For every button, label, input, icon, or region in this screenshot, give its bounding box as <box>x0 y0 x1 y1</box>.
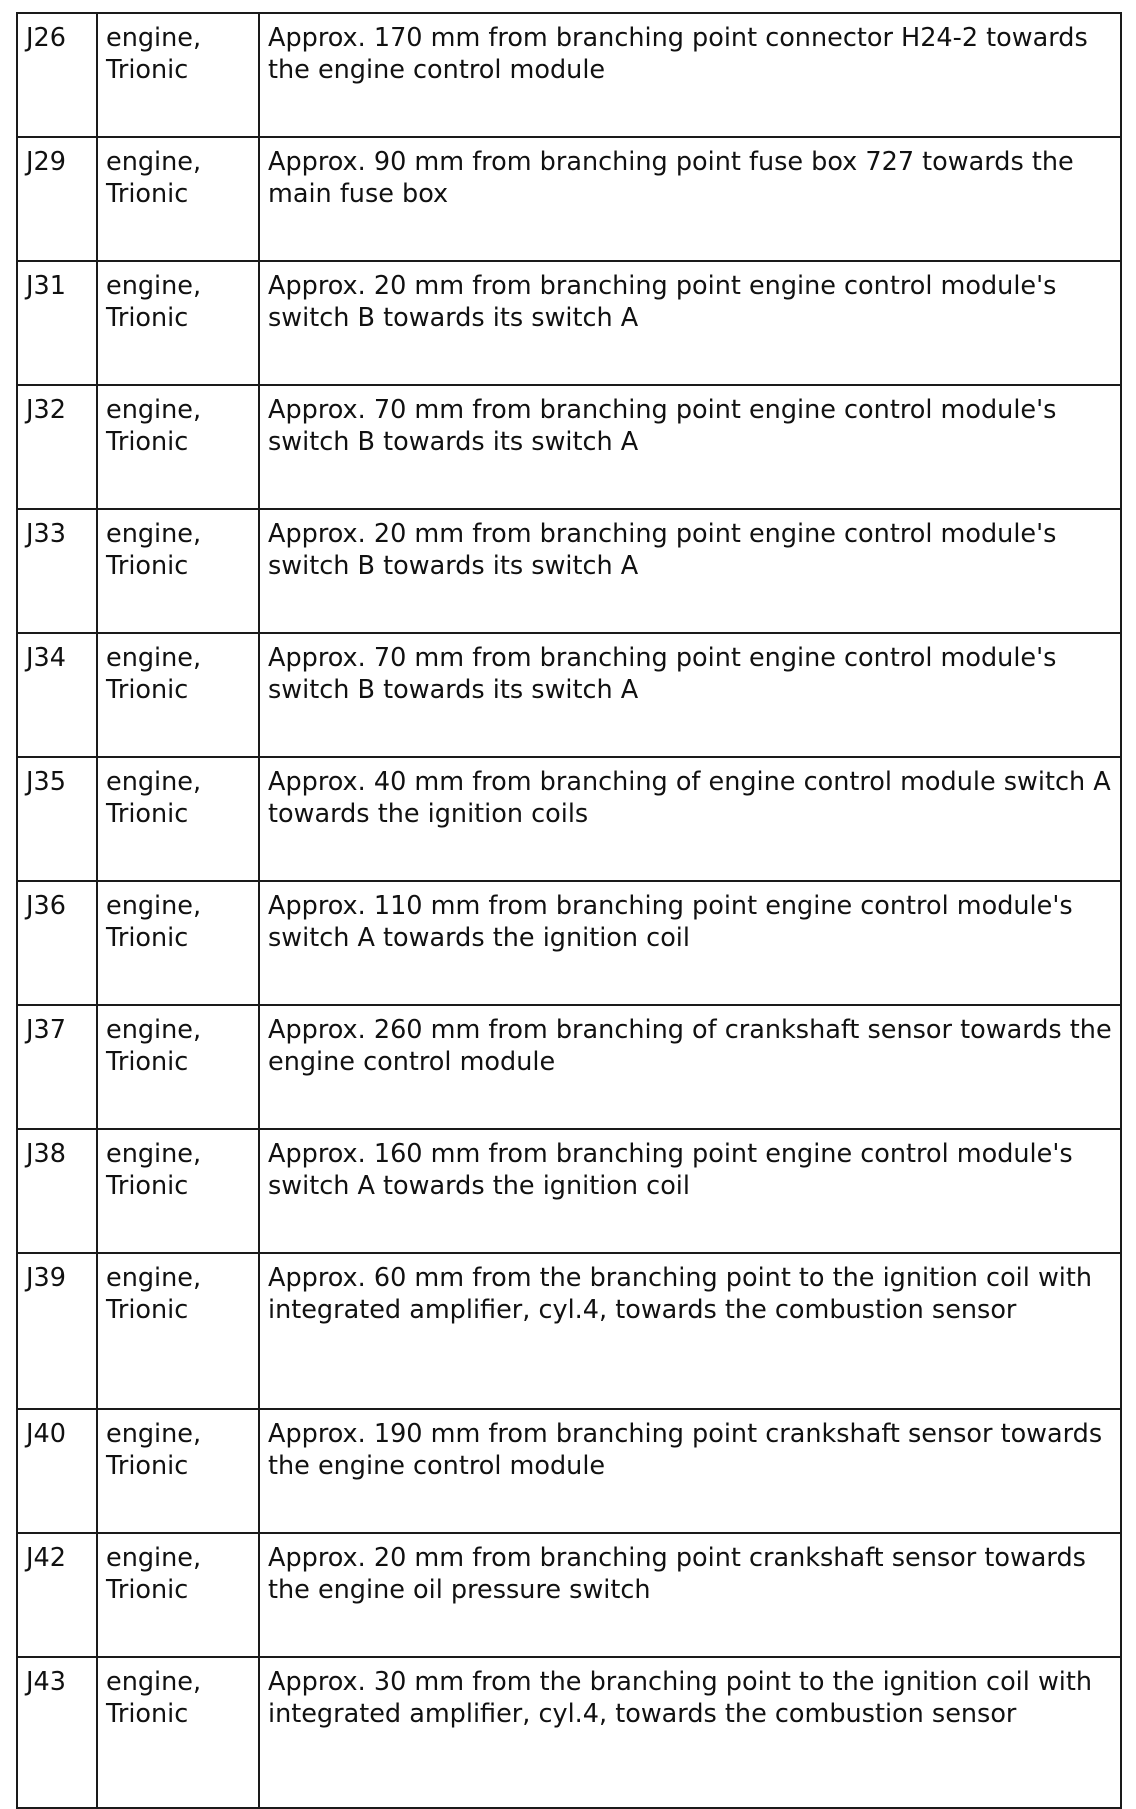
splice-id: J36 <box>26 891 66 921</box>
location-line-1: engine, <box>106 271 202 301</box>
location-line-2: Trionic <box>106 675 189 705</box>
splice-id: J34 <box>26 643 66 673</box>
splice-description: Approx. 20 mm from branching point crankshaft sensor towards the engine oil pressure switch <box>268 1543 1086 1605</box>
location-line-2: Trionic <box>106 179 189 209</box>
description-cell <box>259 1409 1121 1533</box>
location-line-2: Trionic <box>106 799 189 829</box>
splice-id: J33 <box>26 519 66 549</box>
description-cell <box>259 1129 1121 1253</box>
location-cell <box>97 1129 259 1253</box>
splice-description: Approx. 160 mm from branching point engine control module's switch A towards the ignition coil <box>268 1139 1073 1201</box>
splice-description: Approx. 110 mm from branching point engine control module's switch A towards the ignition coil <box>268 891 1073 953</box>
splice-id-cell <box>17 1253 97 1409</box>
splice-id: J31 <box>26 271 66 301</box>
table-row <box>17 509 1121 633</box>
location-line-2: Trionic <box>106 55 189 85</box>
table-row <box>17 1129 1121 1253</box>
splice-id-cell <box>17 1657 97 1808</box>
location-line-1: engine, <box>106 519 202 549</box>
location-line-1: engine, <box>106 23 202 53</box>
table-row <box>17 881 1121 1005</box>
table-row <box>17 261 1121 385</box>
location-cell <box>97 1533 259 1657</box>
splice-description: Approx. 170 mm from branching point connector H24-2 towards the engine control module <box>268 23 1088 85</box>
splice-id-cell <box>17 137 97 261</box>
location-line-2: Trionic <box>106 303 189 333</box>
description-cell <box>259 1005 1121 1129</box>
location-line-1: engine, <box>106 1015 202 1045</box>
splice-id-cell <box>17 1005 97 1129</box>
splice-id: J39 <box>26 1263 66 1293</box>
location-cell <box>97 757 259 881</box>
location-cell <box>97 13 259 137</box>
location-line-1: engine, <box>106 395 202 425</box>
splice-id-cell <box>17 13 97 137</box>
splice-description: Approx. 260 mm from branching of crankshaft sensor towards the engine control module <box>268 1015 1112 1077</box>
splice-id: J35 <box>26 767 66 797</box>
splice-id-cell <box>17 1409 97 1533</box>
location-line-1: engine, <box>106 891 202 921</box>
location-cell <box>97 881 259 1005</box>
location-line-2: Trionic <box>106 427 189 457</box>
table-row <box>17 757 1121 881</box>
splice-id: J32 <box>26 395 66 425</box>
splice-location-table <box>16 12 1122 1809</box>
description-cell <box>259 881 1121 1005</box>
location-cell <box>97 1253 259 1409</box>
location-cell <box>97 1005 259 1129</box>
splice-description: Approx. 90 mm from branching point fuse box 727 towards the main fuse box <box>268 147 1074 209</box>
splice-description: Approx. 190 mm from branching point crankshaft sensor towards the engine control module <box>268 1419 1103 1481</box>
location-line-2: Trionic <box>106 923 189 953</box>
table-row <box>17 13 1121 137</box>
description-cell <box>259 1657 1121 1808</box>
splice-id: J37 <box>26 1015 66 1045</box>
splice-id-cell <box>17 633 97 757</box>
table-row <box>17 1657 1121 1808</box>
location-cell <box>97 1409 259 1533</box>
splice-id-cell <box>17 1533 97 1657</box>
description-cell <box>259 261 1121 385</box>
table-row <box>17 385 1121 509</box>
splice-id-cell <box>17 1129 97 1253</box>
location-cell <box>97 1657 259 1808</box>
description-cell <box>259 633 1121 757</box>
location-line-2: Trionic <box>106 1575 189 1605</box>
table-row <box>17 1005 1121 1129</box>
splice-description: Approx. 60 mm from the branching point to the ignition coil with integrated amplifier, cyl.4, towards the combustion sensor <box>268 1263 1093 1325</box>
location-line-2: Trionic <box>106 1047 189 1077</box>
splice-description: Approx. 20 mm from branching point engine control module's switch B towards its switch A <box>268 519 1057 581</box>
description-cell <box>259 13 1121 137</box>
location-cell <box>97 633 259 757</box>
location-line-2: Trionic <box>106 1699 189 1729</box>
location-line-2: Trionic <box>106 1171 189 1201</box>
splice-id-cell <box>17 261 97 385</box>
splice-id: J26 <box>26 23 66 53</box>
location-cell <box>97 261 259 385</box>
splice-id-cell <box>17 509 97 633</box>
description-cell <box>259 137 1121 261</box>
splice-description: Approx. 70 mm from branching point engine control module's switch B towards its switch A <box>268 643 1057 705</box>
table-row <box>17 137 1121 261</box>
location-line-2: Trionic <box>106 551 189 581</box>
location-line-2: Trionic <box>106 1451 189 1481</box>
splice-id-cell <box>17 757 97 881</box>
location-line-1: engine, <box>106 767 202 797</box>
location-cell <box>97 385 259 509</box>
splice-id: J38 <box>26 1139 66 1169</box>
table-row <box>17 1409 1121 1533</box>
location-line-1: engine, <box>106 1419 202 1449</box>
splice-description: Approx. 70 mm from branching point engine control module's switch B towards its switch A <box>268 395 1057 457</box>
splice-id-cell <box>17 881 97 1005</box>
location-line-1: engine, <box>106 1139 202 1169</box>
location-line-1: engine, <box>106 1543 202 1573</box>
location-line-1: engine, <box>106 1263 202 1293</box>
splice-id: J29 <box>26 147 66 177</box>
location-cell <box>97 137 259 261</box>
splice-id: J43 <box>26 1667 66 1697</box>
splice-description: Approx. 30 mm from the branching point to the ignition coil with integrated amplifier, cyl.4, towards the combustion sensor <box>268 1667 1093 1729</box>
table-row <box>17 1533 1121 1657</box>
description-cell <box>259 1533 1121 1657</box>
description-cell <box>259 385 1121 509</box>
splice-description: Approx. 40 mm from branching of engine control module switch A towards the ignition coils <box>268 767 1111 829</box>
location-line-1: engine, <box>106 147 202 177</box>
splice-id: J40 <box>26 1419 66 1449</box>
table-row <box>17 1253 1121 1409</box>
splice-id: J42 <box>26 1543 66 1573</box>
splice-description: Approx. 20 mm from branching point engine control module's switch B towards its switch A <box>268 271 1057 333</box>
location-line-1: engine, <box>106 643 202 673</box>
location-line-1: engine, <box>106 1667 202 1697</box>
table-row <box>17 633 1121 757</box>
description-cell <box>259 1253 1121 1409</box>
location-cell <box>97 509 259 633</box>
description-cell <box>259 757 1121 881</box>
splice-id-cell <box>17 385 97 509</box>
description-cell <box>259 509 1121 633</box>
location-line-2: Trionic <box>106 1295 189 1325</box>
